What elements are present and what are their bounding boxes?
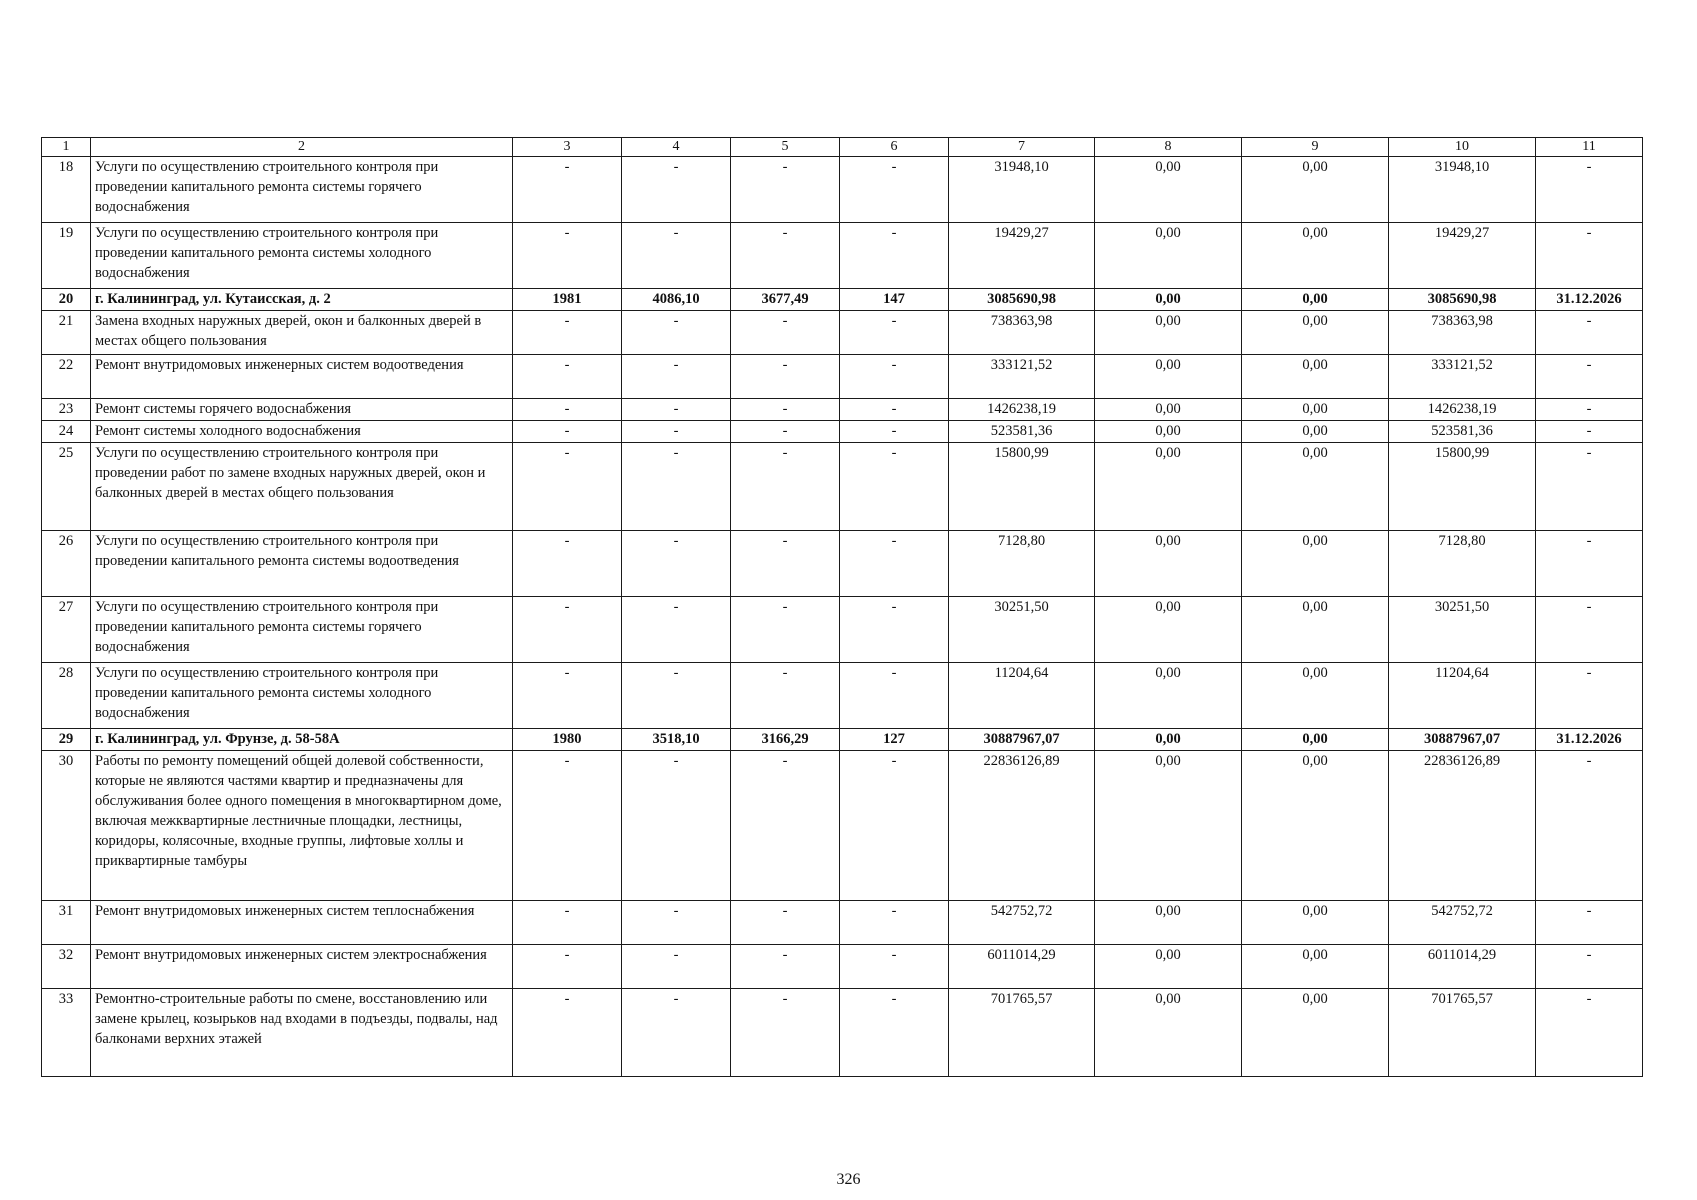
value-cell: 0,00: [1095, 751, 1242, 901]
value-cell: 3085690,98: [949, 289, 1095, 311]
value-cell: 0,00: [1242, 289, 1389, 311]
work-row: [42, 751, 1643, 901]
value-cell: 1426238,19: [1389, 399, 1536, 421]
value-cell: -: [513, 663, 622, 729]
value-cell: -: [1536, 531, 1643, 597]
value-cell: -: [513, 443, 622, 531]
value-cell: 0,00: [1095, 989, 1242, 1077]
value-cell: 4086,10: [622, 289, 731, 311]
value-cell: 0,00: [1095, 597, 1242, 663]
value-cell: -: [1536, 443, 1643, 531]
value-cell: -: [622, 901, 731, 945]
value-cell: -: [840, 421, 949, 443]
value-cell: -: [731, 531, 840, 597]
value-cell: -: [1536, 421, 1643, 443]
value-cell: 542752,72: [1389, 901, 1536, 945]
value-cell: -: [731, 421, 840, 443]
row-number-cell: 29: [42, 729, 91, 751]
value-cell: 0,00: [1242, 443, 1389, 531]
value-cell: 3085690,98: [1389, 289, 1536, 311]
value-cell: 0,00: [1095, 901, 1242, 945]
value-cell: -: [840, 223, 949, 289]
value-cell: 0,00: [1095, 223, 1242, 289]
work-row: [42, 223, 1643, 289]
work-name-cell: Замена входных наружных дверей, окон и балконных дверей в местах общего пользования: [91, 311, 513, 355]
value-cell: 0,00: [1242, 663, 1389, 729]
value-cell: -: [513, 355, 622, 399]
address-cell: г. Калининград, ул. Кутаисская, д. 2: [91, 289, 513, 311]
value-cell: 1426238,19: [949, 399, 1095, 421]
value-cell: -: [1536, 355, 1643, 399]
value-cell: 0,00: [1242, 311, 1389, 355]
header-cell: 9: [1242, 138, 1389, 157]
value-cell: -: [622, 311, 731, 355]
value-cell: 523581,36: [1389, 421, 1536, 443]
value-cell: 3166,29: [731, 729, 840, 751]
value-cell: 11204,64: [949, 663, 1095, 729]
value-cell: -: [840, 945, 949, 989]
value-cell: -: [840, 597, 949, 663]
value-cell: -: [840, 989, 949, 1077]
value-cell: -: [1536, 751, 1643, 901]
value-cell: -: [1536, 989, 1643, 1077]
value-cell: 147: [840, 289, 949, 311]
work-name-cell: Услуги по осуществлению строительного контроля при проведении капитального ремонта системы холодного водоснабжения: [91, 223, 513, 289]
value-cell: 6011014,29: [1389, 945, 1536, 989]
value-cell: 30887967,07: [949, 729, 1095, 751]
work-name-cell: Ремонт системы холодного водоснабжения: [91, 421, 513, 443]
value-cell: 333121,52: [949, 355, 1095, 399]
value-cell: -: [513, 901, 622, 945]
works-table: [41, 137, 1643, 1077]
work-row: [42, 531, 1643, 597]
row-number-cell: 30: [42, 751, 91, 901]
value-cell: 30887967,07: [1389, 729, 1536, 751]
value-cell: 31948,10: [1389, 157, 1536, 223]
value-cell: 523581,36: [949, 421, 1095, 443]
value-cell: 0,00: [1242, 223, 1389, 289]
value-cell: 31.12.2026: [1536, 289, 1643, 311]
work-row: [42, 399, 1643, 421]
value-cell: -: [731, 157, 840, 223]
work-row: [42, 989, 1643, 1077]
value-cell: 1981: [513, 289, 622, 311]
value-cell: -: [622, 157, 731, 223]
header-cell: 5: [731, 138, 840, 157]
value-cell: -: [622, 751, 731, 901]
work-name-cell: Ремонт системы горячего водоснабжения: [91, 399, 513, 421]
value-cell: -: [622, 355, 731, 399]
value-cell: -: [731, 355, 840, 399]
value-cell: -: [513, 157, 622, 223]
value-cell: -: [1536, 157, 1643, 223]
work-name-cell: Услуги по осуществлению строительного контроля при проведении капитального ремонта системы горячего водоснабжения: [91, 157, 513, 223]
row-number-cell: 18: [42, 157, 91, 223]
work-row: [42, 157, 1643, 223]
value-cell: 127: [840, 729, 949, 751]
header-cell: 8: [1095, 138, 1242, 157]
value-cell: 3518,10: [622, 729, 731, 751]
value-cell: -: [622, 945, 731, 989]
value-cell: -: [840, 531, 949, 597]
work-name-cell: Ремонт внутридомовых инженерных систем электроснабжения: [91, 945, 513, 989]
value-cell: -: [731, 443, 840, 531]
value-cell: -: [731, 751, 840, 901]
work-name-cell: Работы по ремонту помещений общей долевой собственности, которые не являются частями квартир и предназначены для обслуживания более одного помещения в многоквартирном доме, включая межквартирные лестничные площадки, лестницы, коридоры, колясочные, входные группы, лифтовые холлы и приквартирные тамбуры: [91, 751, 513, 901]
value-cell: -: [513, 945, 622, 989]
value-cell: -: [840, 311, 949, 355]
value-cell: -: [840, 399, 949, 421]
value-cell: -: [1536, 223, 1643, 289]
value-cell: -: [840, 443, 949, 531]
work-row: [42, 901, 1643, 945]
value-cell: -: [513, 421, 622, 443]
row-number-cell: 27: [42, 597, 91, 663]
value-cell: 30251,50: [1389, 597, 1536, 663]
row-number-cell: 19: [42, 223, 91, 289]
work-name-cell: Услуги по осуществлению строительного контроля при проведении капитального ремонта системы водоотведения: [91, 531, 513, 597]
value-cell: 0,00: [1095, 531, 1242, 597]
work-row: [42, 663, 1643, 729]
work-row: [42, 945, 1643, 989]
value-cell: 0,00: [1095, 399, 1242, 421]
value-cell: 0,00: [1095, 443, 1242, 531]
value-cell: 0,00: [1242, 531, 1389, 597]
row-number-cell: 24: [42, 421, 91, 443]
row-number-cell: 21: [42, 311, 91, 355]
value-cell: -: [622, 399, 731, 421]
header-cell: 11: [1536, 138, 1643, 157]
header-cell: 7: [949, 138, 1095, 157]
value-cell: -: [840, 901, 949, 945]
value-cell: 0,00: [1242, 901, 1389, 945]
value-cell: 542752,72: [949, 901, 1095, 945]
value-cell: 7128,80: [949, 531, 1095, 597]
value-cell: 0,00: [1242, 399, 1389, 421]
value-cell: -: [731, 223, 840, 289]
header-cell: 3: [513, 138, 622, 157]
value-cell: 701765,57: [949, 989, 1095, 1077]
value-cell: 19429,27: [1389, 223, 1536, 289]
work-name-cell: Услуги по осуществлению строительного контроля при проведении капитального ремонта системы холодного водоснабжения: [91, 663, 513, 729]
work-name-cell: Услуги по осуществлению строительного контроля при проведении работ по замене входных наружных дверей, окон и балконных дверей в местах общего пользования: [91, 443, 513, 531]
value-cell: 0,00: [1242, 729, 1389, 751]
value-cell: -: [1536, 945, 1643, 989]
value-cell: -: [731, 945, 840, 989]
value-cell: 0,00: [1095, 729, 1242, 751]
value-cell: 0,00: [1095, 311, 1242, 355]
value-cell: -: [1536, 901, 1643, 945]
value-cell: 19429,27: [949, 223, 1095, 289]
value-cell: 1980: [513, 729, 622, 751]
row-number-cell: 31: [42, 901, 91, 945]
work-name-cell: Услуги по осуществлению строительного контроля при проведении капитального ремонта системы горячего водоснабжения: [91, 597, 513, 663]
value-cell: -: [731, 989, 840, 1077]
value-cell: -: [840, 663, 949, 729]
value-cell: 6011014,29: [949, 945, 1095, 989]
value-cell: 738363,98: [1389, 311, 1536, 355]
value-cell: 0,00: [1095, 945, 1242, 989]
value-cell: 0,00: [1242, 597, 1389, 663]
value-cell: -: [731, 663, 840, 729]
value-cell: 22836126,89: [949, 751, 1095, 901]
value-cell: -: [622, 989, 731, 1077]
value-cell: 31.12.2026: [1536, 729, 1643, 751]
value-cell: 0,00: [1242, 421, 1389, 443]
value-cell: -: [731, 597, 840, 663]
row-number-cell: 32: [42, 945, 91, 989]
value-cell: 0,00: [1242, 751, 1389, 901]
work-row: [42, 421, 1643, 443]
value-cell: -: [513, 989, 622, 1077]
address-row: [42, 729, 1643, 751]
row-number-cell: 23: [42, 399, 91, 421]
header-row: [42, 138, 1643, 157]
row-number-cell: 28: [42, 663, 91, 729]
value-cell: 11204,64: [1389, 663, 1536, 729]
value-cell: 15800,99: [949, 443, 1095, 531]
row-number-cell: 25: [42, 443, 91, 531]
value-cell: -: [622, 663, 731, 729]
value-cell: -: [840, 355, 949, 399]
value-cell: 333121,52: [1389, 355, 1536, 399]
value-cell: -: [513, 751, 622, 901]
value-cell: 701765,57: [1389, 989, 1536, 1077]
value-cell: -: [622, 223, 731, 289]
value-cell: -: [1536, 311, 1643, 355]
value-cell: -: [622, 421, 731, 443]
work-row: [42, 597, 1643, 663]
value-cell: 0,00: [1095, 355, 1242, 399]
value-cell: -: [1536, 663, 1643, 729]
value-cell: -: [1536, 597, 1643, 663]
value-cell: 0,00: [1095, 289, 1242, 311]
work-row: [42, 443, 1643, 531]
value-cell: 0,00: [1095, 663, 1242, 729]
value-cell: 0,00: [1242, 157, 1389, 223]
work-row: [42, 311, 1643, 355]
work-name-cell: Ремонтно-строительные работы по смене, восстановлению или замене крылец, козырьков над входами в подъезды, подвалы, над балконами верхних этажей: [91, 989, 513, 1077]
value-cell: 738363,98: [949, 311, 1095, 355]
address-row: [42, 289, 1643, 311]
value-cell: 0,00: [1242, 945, 1389, 989]
value-cell: -: [622, 597, 731, 663]
value-cell: -: [513, 311, 622, 355]
value-cell: -: [731, 901, 840, 945]
value-cell: 31948,10: [949, 157, 1095, 223]
value-cell: 15800,99: [1389, 443, 1536, 531]
page-number: 326: [836, 1171, 861, 1188]
value-cell: -: [513, 597, 622, 663]
value-cell: -: [840, 751, 949, 901]
value-cell: -: [731, 399, 840, 421]
value-cell: 0,00: [1095, 157, 1242, 223]
value-cell: -: [622, 443, 731, 531]
value-cell: -: [513, 399, 622, 421]
value-cell: -: [622, 531, 731, 597]
address-cell: г. Калининград, ул. Фрунзе, д. 58-58А: [91, 729, 513, 751]
value-cell: 7128,80: [1389, 531, 1536, 597]
value-cell: -: [513, 223, 622, 289]
work-row: [42, 355, 1643, 399]
value-cell: 3677,49: [731, 289, 840, 311]
row-number-cell: 20: [42, 289, 91, 311]
header-cell: 4: [622, 138, 731, 157]
value-cell: -: [840, 157, 949, 223]
value-cell: -: [731, 311, 840, 355]
value-cell: 30251,50: [949, 597, 1095, 663]
value-cell: 0,00: [1242, 989, 1389, 1077]
header-cell: 2: [91, 138, 513, 157]
value-cell: 0,00: [1242, 355, 1389, 399]
row-number-cell: 26: [42, 531, 91, 597]
header-cell: 1: [42, 138, 91, 157]
header-cell: 10: [1389, 138, 1536, 157]
value-cell: -: [1536, 399, 1643, 421]
value-cell: 0,00: [1095, 421, 1242, 443]
header-cell: 6: [840, 138, 949, 157]
value-cell: 22836126,89: [1389, 751, 1536, 901]
work-name-cell: Ремонт внутридомовых инженерных систем водоотведения: [91, 355, 513, 399]
value-cell: -: [513, 531, 622, 597]
row-number-cell: 33: [42, 989, 91, 1077]
work-name-cell: Ремонт внутридомовых инженерных систем теплоснабжения: [91, 901, 513, 945]
row-number-cell: 22: [42, 355, 91, 399]
